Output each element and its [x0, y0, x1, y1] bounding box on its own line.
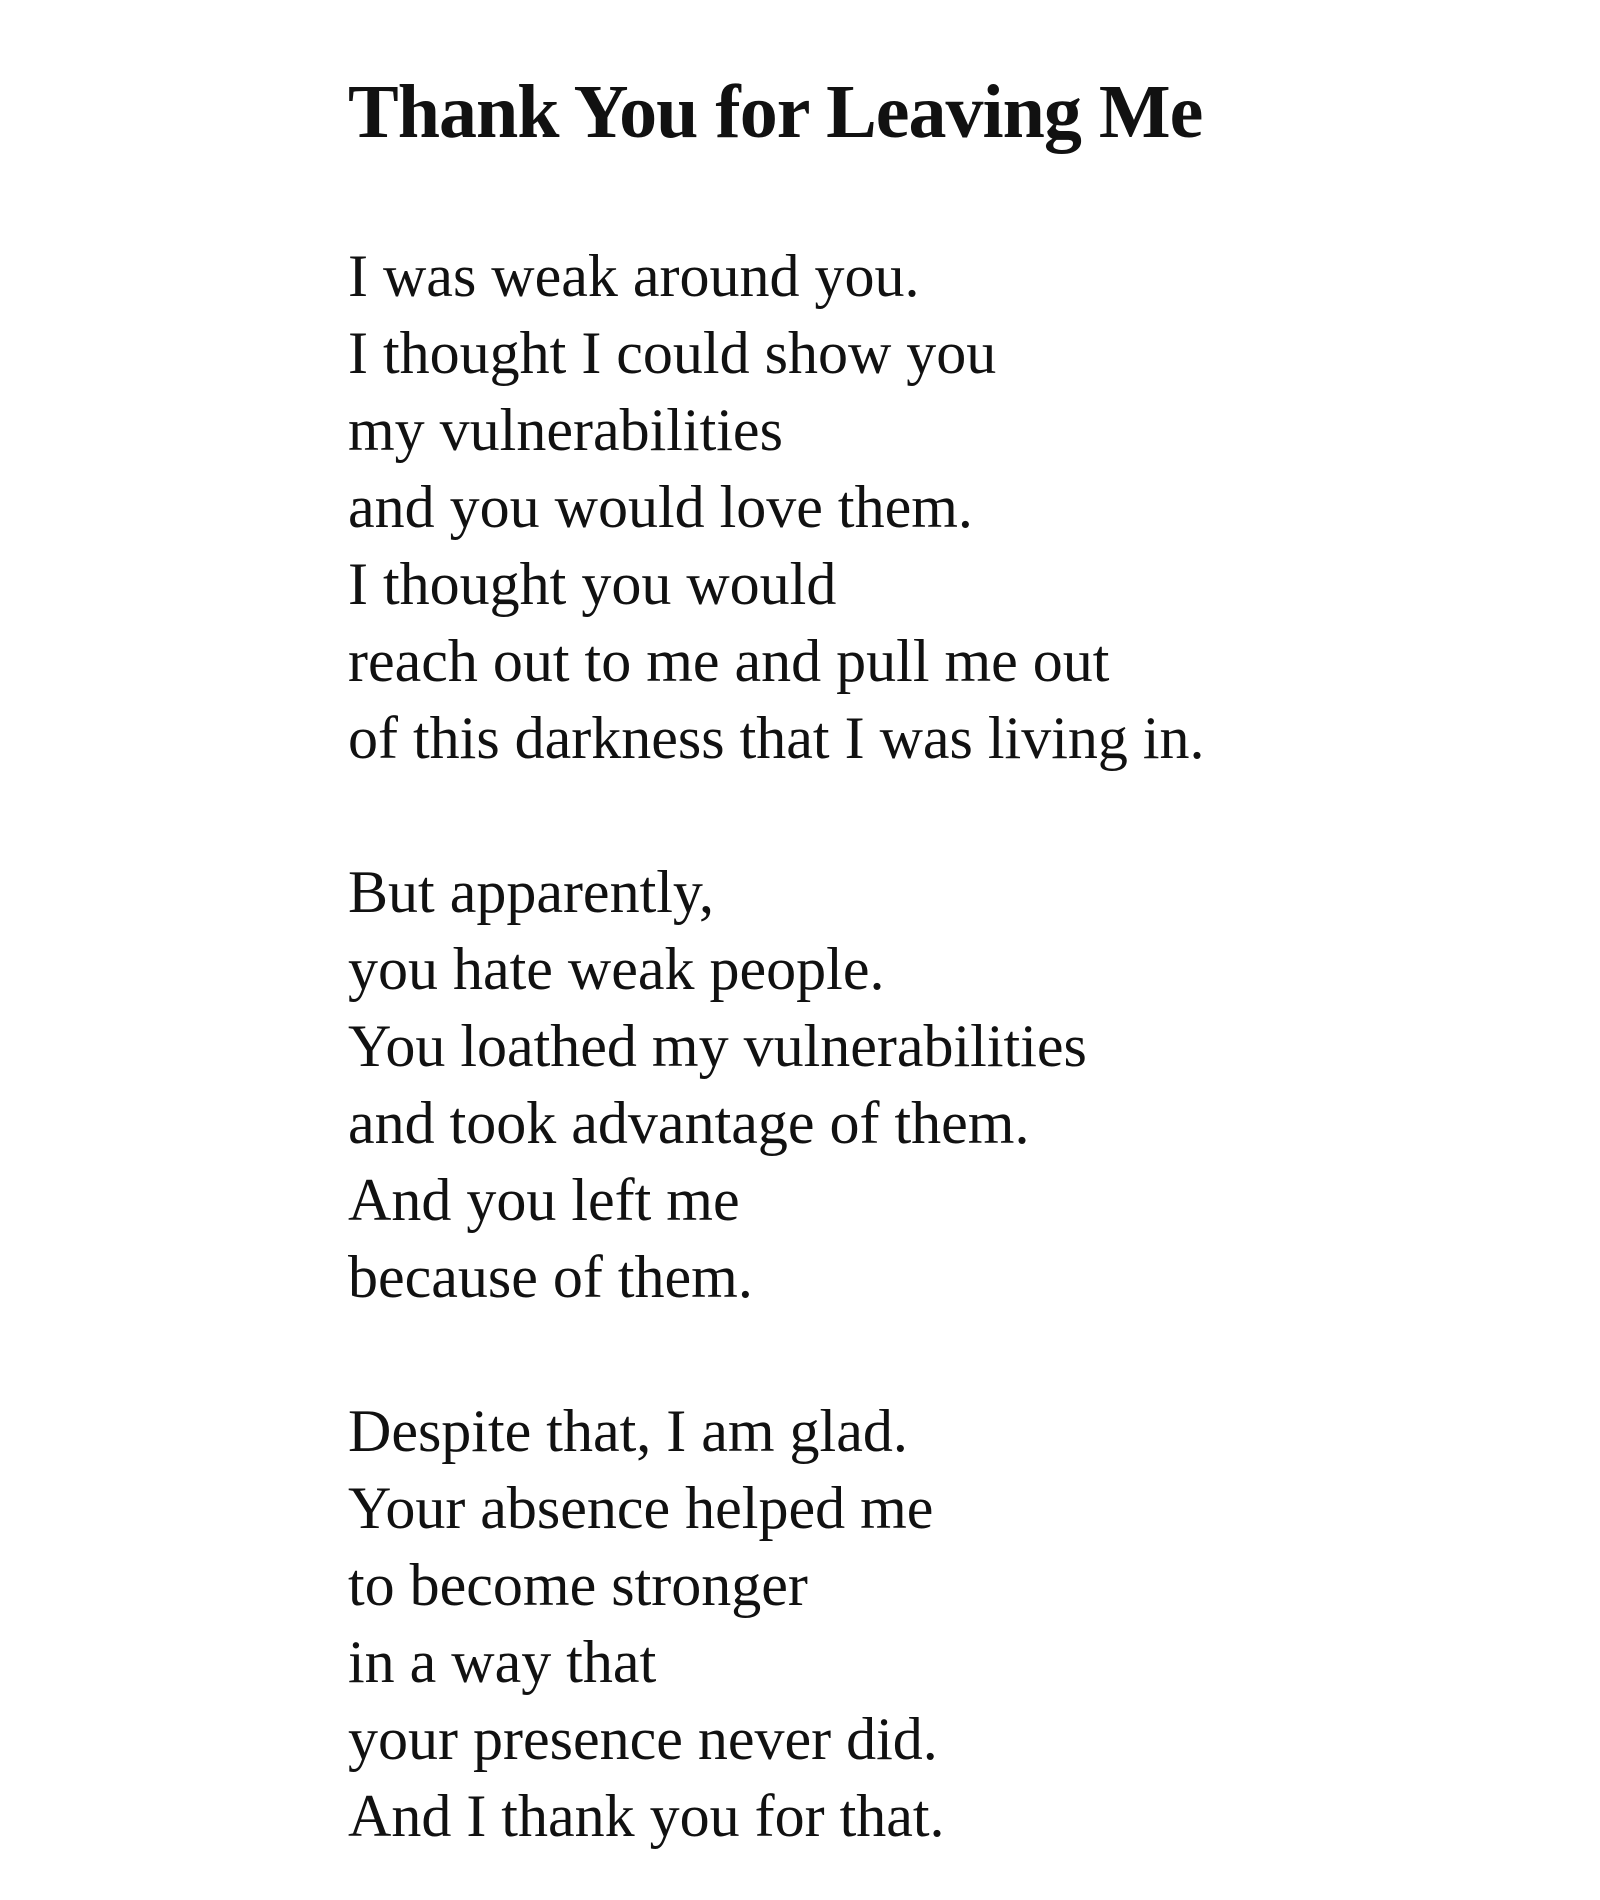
poem-line: because of them. — [348, 1244, 753, 1310]
poem-line: But apparently, — [348, 859, 715, 925]
poem-line: to become stronger — [348, 1552, 808, 1618]
poem-line: of this darkness that I was living in. — [348, 705, 1205, 771]
poem-line: reach out to me and pull me out — [348, 628, 1110, 694]
poem-line: I thought you would — [348, 551, 837, 617]
poem-body — [348, 238, 1528, 1855]
poem-page — [348, 68, 1528, 1855]
poem-title: Thank You for Leaving Me — [348, 70, 1203, 154]
poem-line: And you left me — [348, 1167, 740, 1233]
poem-line: my vulnerabilities — [348, 397, 783, 463]
poem-line: Despite that, I am glad. — [348, 1398, 908, 1464]
poem-line: and took advantage of them. — [348, 1090, 1030, 1156]
poem-line: I was weak around you. — [348, 243, 920, 309]
poem-line: And I thank you for that. — [348, 1783, 945, 1849]
poem-line: your presence never did. — [348, 1706, 938, 1772]
stanza-2 — [348, 854, 1528, 1316]
stanza-3 — [348, 1393, 1528, 1855]
poem-line: in a way that — [348, 1629, 657, 1695]
poem-line: Your absence helped me — [348, 1475, 934, 1541]
stanza-1 — [348, 238, 1528, 777]
poem-line: You loathed my vulnerabilities — [348, 1013, 1087, 1079]
poem-line: you hate weak people. — [348, 936, 885, 1002]
poem-line: I thought I could show you — [348, 320, 997, 386]
poem-line: and you would love them. — [348, 474, 973, 540]
